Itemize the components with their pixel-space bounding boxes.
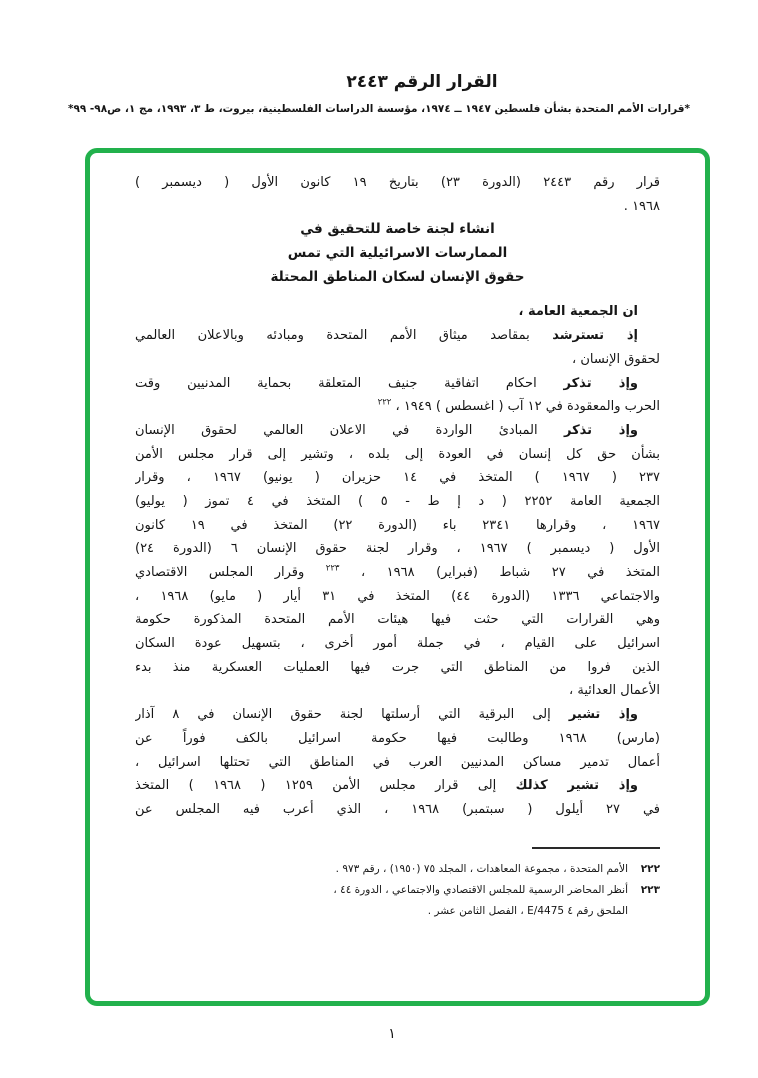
resolution-body-text — [135, 171, 660, 822]
text-segment: وهي القرارات التي حثت فيها هيئات الأمم المتحدة المذكورة حكومة — [135, 612, 660, 628]
text-segment: احكام اتفاقية جنيف المتعلقة بحماية المدنيين وقت — [135, 375, 564, 391]
text-line — [135, 218, 660, 242]
text-segment: إلى قرار مجلس الأمن ١٢٥٩ ( ١٩٦٨ ) المتخذ — [135, 778, 516, 794]
text-line — [135, 443, 660, 467]
text-segment: وإذ تذكر — [563, 375, 638, 391]
text-segment: قرار رقم ٢٤٤٣ (الدورة ٢٣) بتاريخ ١٩ كانون الأول ( ديسمبر ) — [135, 175, 660, 190]
footnote-text: أنظر المحاضر الرسمية للمجلس الاقتصادي والاجتماعي ، الدورة ٤٤ ، — [333, 884, 628, 896]
text-segment: انشاء لجنة خاصة للتحقيق في — [300, 221, 495, 238]
text-line — [135, 171, 660, 195]
text-segment: الجمعية العامة ٢٢٥٢ ( د إ ط - ٥ ) المتخذ في ٤ تموز ( يوليو) — [135, 493, 660, 509]
text-line — [135, 372, 660, 396]
text-segment: ان الجمعية العامة ، — [518, 304, 638, 320]
text-segment: اسرائيل على القيام ، في جملة أمور أخرى ، بتسهيل عودة السكان — [135, 636, 660, 652]
text-line — [135, 395, 660, 419]
text-segment: (مارس) ١٩٦٨ وطالبت فيها حكومة اسرائيل بالكف فوراً عن — [135, 730, 660, 746]
text-line — [135, 561, 660, 585]
text-segment: المتخذ في ٢٧ شباط (فبراير) ١٩٦٨ ، — [339, 565, 660, 580]
text-segment: ١٩٦٨ . — [623, 198, 660, 214]
text-line — [135, 466, 660, 490]
footnote-text: الأمم المتحدة ، مجموعة المعاهدات ، المجلد ٧٥ (١٩٥٠) ، رقم ٩٧٣ . — [335, 863, 628, 875]
text-line — [135, 490, 660, 514]
text-segment: الأعمال العدائية ، — [569, 683, 660, 699]
footnote-item — [300, 859, 660, 880]
footnote-item — [300, 880, 660, 901]
source-citation: *قرارات الأمم المتحدة بشأن فلسطين ١٩٤٧ ــ ١٩٧٤، مؤسسة الدراسات الفلسطينية، بيروت، ط ٣، ١٩٩٣، مج ١، ص٩٨- ٩٩* — [67, 103, 691, 115]
text-line — [135, 632, 660, 656]
text-line — [135, 727, 660, 751]
text-segment: وإذ تشير كذلك — [515, 778, 638, 794]
text-line — [135, 656, 660, 680]
footnote-reference: ٢٢٢ — [377, 397, 392, 408]
text-segment: لحقوق الإنسان ، — [572, 351, 660, 367]
footnote-number: ٢٢٢ — [640, 863, 660, 875]
text-line — [135, 774, 660, 798]
footnote-separator-rule — [532, 847, 660, 849]
text-segment: وقرار المجلس الاقتصادي — [135, 565, 326, 580]
text-line — [135, 242, 660, 266]
text-line — [135, 300, 660, 324]
page-number: ١ — [388, 1026, 396, 1042]
footnote-list — [300, 859, 660, 922]
text-line — [135, 195, 660, 219]
text-line — [135, 266, 660, 290]
text-line — [135, 324, 660, 348]
footnote-reference: ٢٢٣ — [325, 563, 340, 574]
text-line — [135, 419, 660, 443]
text-segment: وإذ تذكر — [564, 422, 639, 438]
text-segment: بشأن حق كل إنسان في العودة إلى بلده ، وتشير إلى قرار مجلس الأمن — [135, 446, 660, 462]
text-line — [135, 585, 660, 609]
resolution-title: القرار الرقم ٢٤٤٣ — [346, 72, 498, 92]
footnotes-block — [300, 847, 660, 922]
text-segment: والاجتماعي ١٣٣٦ (الدورة ٤٤) المتخذ في ٣١ أيار ( مايو) ١٩٦٨ ، — [135, 588, 660, 604]
text-segment: أعمال تدمير مساكن المدنيين العرب في المناطق التي تحتلها اسرائيل ، — [135, 754, 660, 770]
text-segment: الممارسات الاسرائيلية التي تمس — [287, 245, 508, 262]
text-line — [135, 798, 660, 822]
text-segment: الذين فروا من المناطق التي جرت فيها العمليات العسكرية منذ بدء — [135, 659, 660, 675]
footnote-number: ٢٢٣ — [640, 884, 660, 896]
text-segment: إذ تسترشد — [552, 328, 638, 344]
text-segment: الحرب والمعقودة في ١٢ آب ( اغسطس ) ١٩٤٩ ، — [391, 399, 660, 415]
footnote-text-continued: الملحق رقم ٤ E/4475 ، الفصل الثامن عشر . — [427, 905, 628, 917]
text-segment: الأول ( ديسمبر ) ١٩٦٧ ، وقرار لجنة حقوق الإنسان ٦ (الدورة ٢٤) — [135, 541, 660, 557]
text-segment: بمقاصد ميثاق الأمم المتحدة ومبادئه وبالاعلان العالمي — [135, 328, 553, 344]
text-line — [135, 679, 660, 703]
text-line — [135, 751, 660, 775]
text-line — [135, 537, 660, 561]
text-line — [135, 608, 660, 632]
text-line — [135, 514, 660, 538]
green-border-frame — [85, 148, 710, 1006]
text-segment: ٢٣٧ ( ١٩٦٧ ) المتخذ في ١٤ حزيران ( يونيو) ١٩٦٧ ، وقرار — [135, 470, 660, 486]
text-segment: ١٩٦٧ ، وقرارها ٢٣٤١ باء (الدورة ٢٢) المتخذ في ١٩ كانون — [135, 517, 660, 533]
text-segment: وإذ تشير — [568, 707, 638, 723]
text-line — [135, 703, 660, 727]
text-line — [135, 348, 660, 372]
text-segment: إلى البرقية التي أرسلتها لجنة حقوق الإنسان في ٨ آذار — [135, 707, 569, 723]
text-segment: حقوق الإنسان لسكان المناطق المحتلة — [270, 268, 525, 285]
text-segment: في ٢٧ أيلول ( سبتمبر) ١٩٦٨ ، الذي أعرب فيه المجلس عن — [135, 801, 660, 817]
text-segment: المبادئ الواردة في الاعلان العالمي لحقوق الإنسان — [135, 422, 564, 438]
